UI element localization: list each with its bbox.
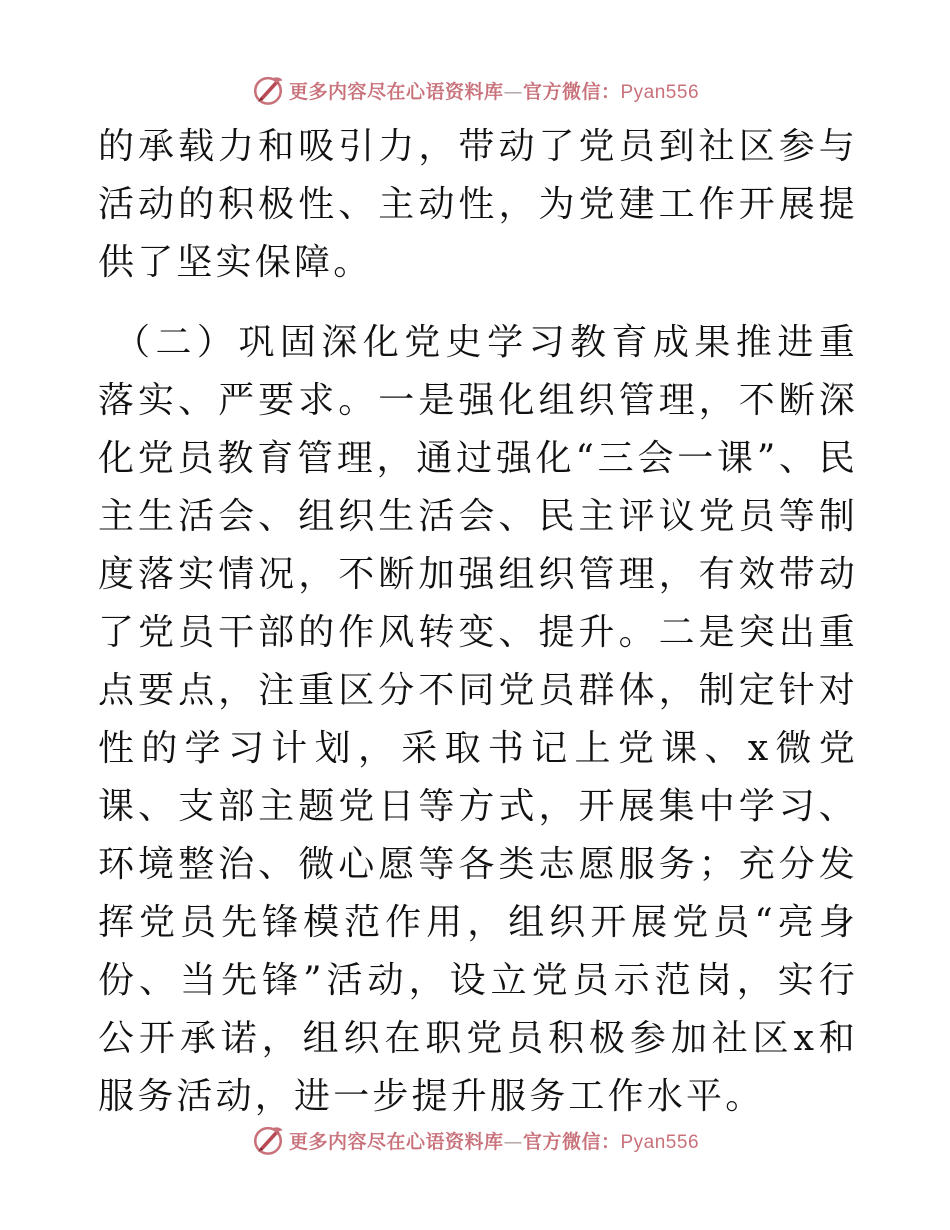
banner-wechat-id: Pyan556 [620,1131,700,1153]
banner-wechat-label: 官方微信： [522,80,621,103]
document-body [98,118,858,1126]
banner-wechat-label: 官方微信： [522,1130,621,1153]
quill-pen-logo-icon [251,1123,285,1157]
header-banner [0,72,950,108]
footer-banner [0,1122,950,1158]
paragraph-section-two: （二）巩固深化党史学习教育成果推进重落实、严要求。一是强化组织管理，不断深化党员教育管理，通过强化“三会一课”、民主生活会、组织生活会、民主评议党员等制度落实情况，不断加强组织管理，有效带动了党员干部的作风转变、提升。二是突出重点要点，注重区分不同党员群体，制定针对性的学习计划，采取书记上党课、x微党课、支部主题党日等方式，开展集中学习、环境整治、微心愿等各类志愿服务；充分发挥党员先锋模范作用，组织开展党员“亮身份、当先锋”活动，设立党员示范岗，实行公开承诺，组织在职党员积极参加社区x和服务活动，进一步提升服务工作水平。 [98,322,858,1117]
banner-separator: — [503,1130,523,1153]
quill-pen-logo-icon [251,73,285,107]
banner-wechat-id: Pyan556 [620,81,700,103]
banner-site-text: 更多内容尽在心语资料库 [288,1130,504,1153]
banner-site-text: 更多内容尽在心语资料库 [288,80,504,103]
banner-separator: — [503,80,523,103]
paragraph-continuation: 的承载力和吸引力，带动了党员到社区参与活动的积极性、主动性，为党建工作开展提供了坚实保障。 [98,126,858,283]
